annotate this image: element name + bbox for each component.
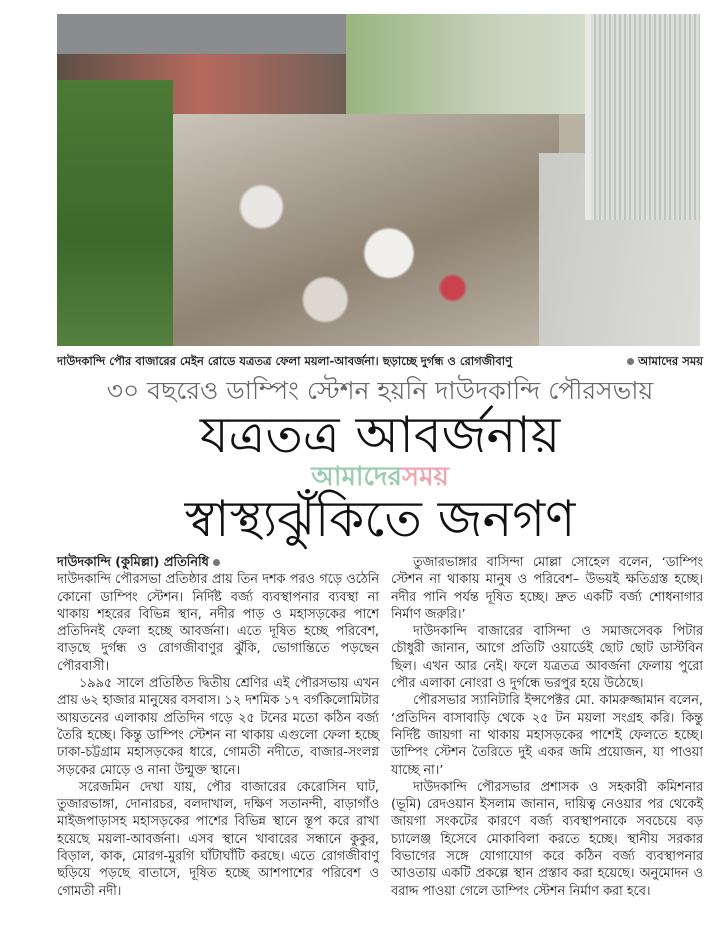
photo-shop-shutters — [585, 14, 700, 220]
photo-garbage-pile — [134, 114, 558, 346]
photo-caption — [57, 354, 703, 369]
byline — [57, 554, 379, 571]
headline-line-2: স্বাস্থ্যঝুঁকিতে জনগণ — [184, 490, 576, 548]
headline-line-1: যত্রতত্র আবর্জনায় — [199, 406, 561, 464]
photo-caption-text: দাউদকান্দি পৌর বাজারের মেইন রোডে যত্রতত্র ফেলা ময়লা-আবর্জনা। ছড়াচ্ছে দুর্গন্ধ ও রোগজীবাণু — [57, 354, 513, 368]
photo-market-shed-roof — [57, 14, 346, 54]
paragraph: দাউদকান্দি পৌরসভা প্রতিষ্ঠার প্রায় তিন দশক পরও গড়ে ওঠেনি কোনো ডাম্পিং স্টেশন। নির্দিষ্ট বর্জ্য ব্যবস্থাপনার ব্যবস্থা না থাকায় শহরের বিভিন্ন স্থান, নদীর পাড় ও মহাসড়কের পাশে প্রতিদিনই ফেলা হচ্ছে আবর্জনা। এতে দূষিত হচ্ছে পরিবেশ, বাড়ছে দুর্গন্ধ ও রোগজীবাণুর ঝুঁকি, ভোগান্তিতে পড়ছেন পৌরবাসী। — [57, 572, 379, 674]
byline-text: দাউদকান্দি (কুমিল্লা) প্রতিনিধি — [57, 555, 209, 570]
bullet-icon — [213, 559, 220, 566]
subheadline: ৩০ বছরেও ডাম্পিং স্টেশন হয়নি দাউদকান্দি পৌরসভায় — [106, 376, 654, 405]
article-column-right — [391, 554, 703, 900]
paragraph: সরেজমিন দেখা যায়, পৌর বাজারের কেরোসিন ঘাট, তুজারভাঙ্গা, দোনারচর, বলদাখাল, দক্ষিণ সতানন্দী, বাড়াগাঁও মাইজপাড়াসহ মহাসড়কের পাশের বিভিন্ন স্থানে স্তূপ করে রাখা হয়েছে ময়লা-আবর্জনা। এসব স্থানে খাবারের সন্ধানে কুকুর, বিড়াল, কাক, মোরগ-মুরগি ঘাঁটাঘাঁটি করছে। এতে রোগজীবাণু ছড়িয়ে পড়ছে বাতাসে, দূষিত হচ্ছে আশপাশের পরিবেশ ও গোমতী নদী। — [57, 779, 379, 899]
paragraph: দাউদকান্দি পৌরসভার প্রশাসক ও সহকারী কমিশনার (ভূমি) রেদওয়ান ইসলাম জানান, দায়িত্ব নেওয়ার পর থেকেই জায়গা সংকটের কারণে বর্জ্য ব্যবস্থাপনাকে সবচেয়ে বড় চ্যালেঞ্জ হিসেবে মোকাবিলা করতে হচ্ছে। স্থানীয় সরকার বিভাগের সঙ্গে যোগাযোগ করে কঠিন বর্জ্য ব্যবস্থাপনার আওতায় একটি প্রকল্পে স্থান প্রস্তাব করা হয়েছে। অনুমোদন ও বরাদ্দ পাওয়া গেলে ডাম্পিং স্টেশন নির্মাণ করা হবে। — [391, 779, 703, 899]
headline — [57, 408, 703, 546]
article-body — [57, 554, 703, 900]
paragraph: দাউদকান্দি বাজারের বাসিন্দা ও সমাজসেবক পিটার চৌধুরী জানান, আগে প্রতিটি ওয়ার্ডেই ছোট ছোট ডাস্টবিন ছিল। এখন আর নেই। ফলে যত্রতত্র আবর্জনা ফেলায় পুরো পৌর এলাকা নোংরা ও দুর্গন্ধে ভরপুর হয়ে উঠেছে। — [391, 624, 703, 692]
photo-plants — [57, 80, 173, 346]
paragraph: ১৯৯৫ সালে প্রতিষ্ঠিত দ্বিতীয় শ্রেণির এই পৌরসভায় এখন প্রায় ৬২ হাজার মানুষের বসবাস। ১২ দশমিক ১৭ বর্গকিলোমিটার আয়তনের এলাকায় প্রতিদিন গড়ে ২৫ টনের মতো কঠিন বর্জ্য তৈরি হচ্ছে। কিন্তু ডাম্পিং স্টেশন না থাকায় এগুলো ফেলা হচ্ছে ঢাকা-চট্টগ্রাম মহাসড়কের ধারে, গোমতী নদীতে, বাজার-সংলগ্ন সড়কের মোড়ে ও নানা উন্মুক্ত স্থানে। — [57, 676, 380, 778]
article-page — [57, 14, 703, 900]
photo-credit — [627, 354, 703, 369]
paragraph: তুজারভাঙ্গার বাসিন্দা মোল্লা সোহেল বলেন, ‘ডাম্পিং স্টেশন না থাকায় মানুষ ও পরিবেশ– উভয়ই ক্ষতিগ্রস্ত হচ্ছে। নদীর পানি পর্যন্ত দূষিত হচ্ছে। দ্রুত একটি বর্জ্য শোধনাগার নির্মাণ জরুরি।’ — [391, 555, 703, 622]
watermark-part-1: আমাদের — [311, 462, 402, 492]
article-photo-garbage-dump — [57, 14, 700, 346]
article-column-left — [57, 554, 379, 900]
paragraph: পৌরসভার স্যানিটারি ইন্সপেক্টর মো. কামরুজ্জামান বলেন, ‘প্রতিদিন বাসাবাড়ি থেকে ২৫ টন ময়লা সংগ্রহ করি। কিন্তু নির্দিষ্ট জায়গা না থাকায় মহাসড়কের পাশেই ফেলতে হচ্ছে। ডাম্পিং স্টেশন তৈরিতে দুই একর জমি প্রয়োজন, যা পাওয়া যাচ্ছে না।’ — [391, 693, 703, 778]
watermark-logo — [57, 462, 703, 492]
bullet-icon — [627, 358, 634, 365]
photo-credit-text: আমাদের সময় — [638, 354, 703, 368]
watermark-part-2: সময় — [401, 462, 449, 492]
